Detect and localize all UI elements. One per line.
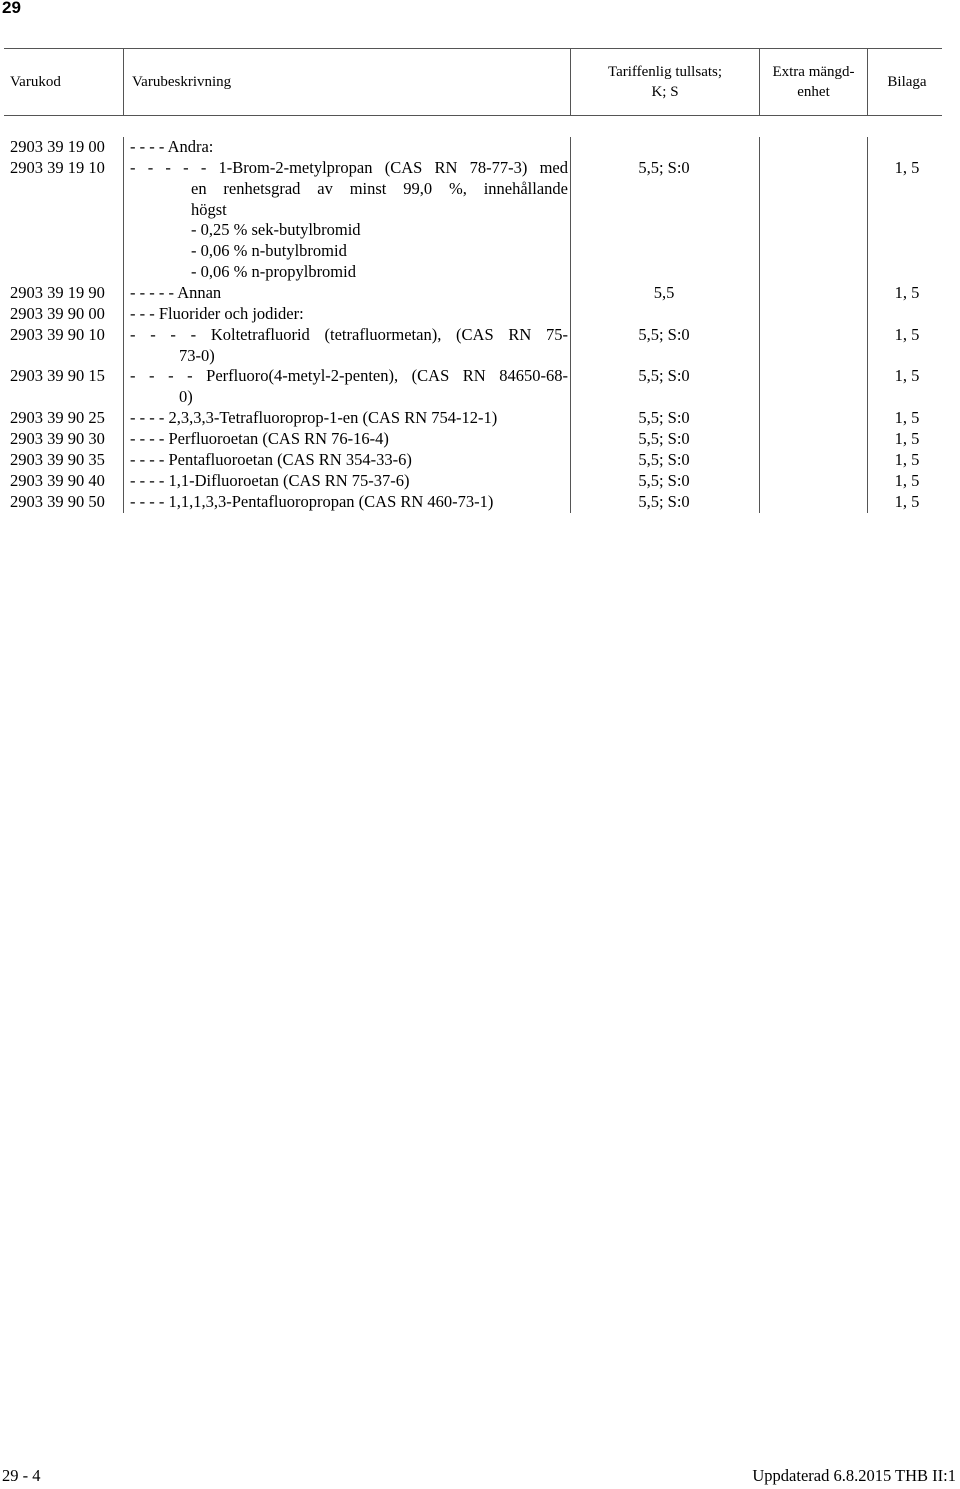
row-description: - - - - Perfluoroetan (CAS RN 76-16-4) [130, 429, 389, 448]
row-code: 2903 39 90 10 [10, 325, 105, 344]
row-tariff: 5,5; S:0 [638, 492, 690, 511]
row-bilaga: 1, 5 [894, 325, 920, 344]
row-bilaga: 1, 5 [894, 429, 920, 448]
row-description: - - - - 1,1,1,3,3-Pentafluoropropan (CAS RN 460-73-1) [130, 492, 494, 511]
row-tariff: 5,5; S:0 [638, 450, 690, 469]
row-description: - - - - 1,1-Difluoroetan (CAS RN 75-37-6) [130, 471, 410, 490]
row-code: 2903 39 19 90 [10, 283, 105, 302]
row-description: - - - - Koltetrafluorid (tetrafluormetan), (CAS RN 75- 73-0) [130, 325, 568, 365]
chapter-number: 29 [2, 0, 21, 17]
footer-updated: Uppdaterad 6.8.2015 THB II:1 [752, 1466, 956, 1485]
row-bilaga: 1, 5 [894, 283, 920, 302]
body-divider [759, 137, 760, 513]
footer-page-number: 29 - 4 [2, 1466, 41, 1485]
row-description: - - - - - Annan [130, 283, 222, 302]
header-varubeskrivning: Varubeskrivning [132, 74, 232, 90]
row-tariff: 5,5; S:0 [638, 429, 690, 448]
header-divider [123, 48, 124, 116]
row-code: 2903 39 90 35 [10, 450, 105, 469]
row-bilaga: 1, 5 [894, 450, 920, 469]
row-tariff: 5,5; S:0 [638, 158, 690, 177]
row-tariff: 5,5; S:0 [638, 471, 690, 490]
row-description: - - - - Perfluoro(4-metyl-2-penten), (CAS RN 84650-68- 0) [130, 366, 568, 406]
row-bilaga: 1, 5 [894, 158, 920, 177]
row-bilaga: 1, 5 [894, 471, 920, 490]
row-code: 2903 39 90 40 [10, 471, 105, 490]
row-code: 2903 39 90 00 [10, 304, 105, 323]
row-description: - - - - Pentafluoroetan (CAS RN 354-33-6) [130, 450, 412, 469]
row-code: 2903 39 90 15 [10, 366, 105, 385]
row-description: - - - - Andra: [130, 137, 214, 156]
header-extra-enhet: Extra mängd- enhet [772, 64, 855, 100]
row-bilaga: 1, 5 [894, 408, 920, 427]
row-code: 2903 39 19 10 [10, 158, 105, 177]
row-bilaga: 1, 5 [894, 366, 920, 385]
row-tariff: 5,5; S:0 [638, 325, 690, 344]
body-divider [123, 137, 124, 513]
row-code: 2903 39 19 00 [10, 137, 105, 156]
row-code: 2903 39 90 50 [10, 492, 105, 511]
row-code: 2903 39 90 25 [10, 408, 105, 427]
row-bilaga: 1, 5 [894, 492, 920, 511]
row-description: - - - - - 1-Brom-2-metylpropan (CAS RN 78-77-3) med en renhetsgrad av minst 99,0 %, innehållande högst - 0,25 % sek-butylbromid - 0,06 % n-butylbromid - 0,06 % n-propylbromid [130, 158, 568, 281]
header-bilaga: Bilaga [887, 74, 927, 90]
row-tariff: 5,5; S:0 [638, 366, 690, 385]
row-description: - - - - 2,3,3,3-Tetrafluoroprop-1-en (CAS RN 754-12-1) [130, 408, 498, 427]
header-varukod: Varukod [10, 74, 61, 90]
row-tariff: 5,5 [653, 283, 675, 302]
row-tariff: 5,5; S:0 [638, 408, 690, 427]
header-tullsats: Tariffenlig tullsats; K; S [607, 64, 723, 100]
row-code: 2903 39 90 30 [10, 429, 105, 448]
row-description: - - - Fluorider och jodider: [130, 304, 304, 323]
